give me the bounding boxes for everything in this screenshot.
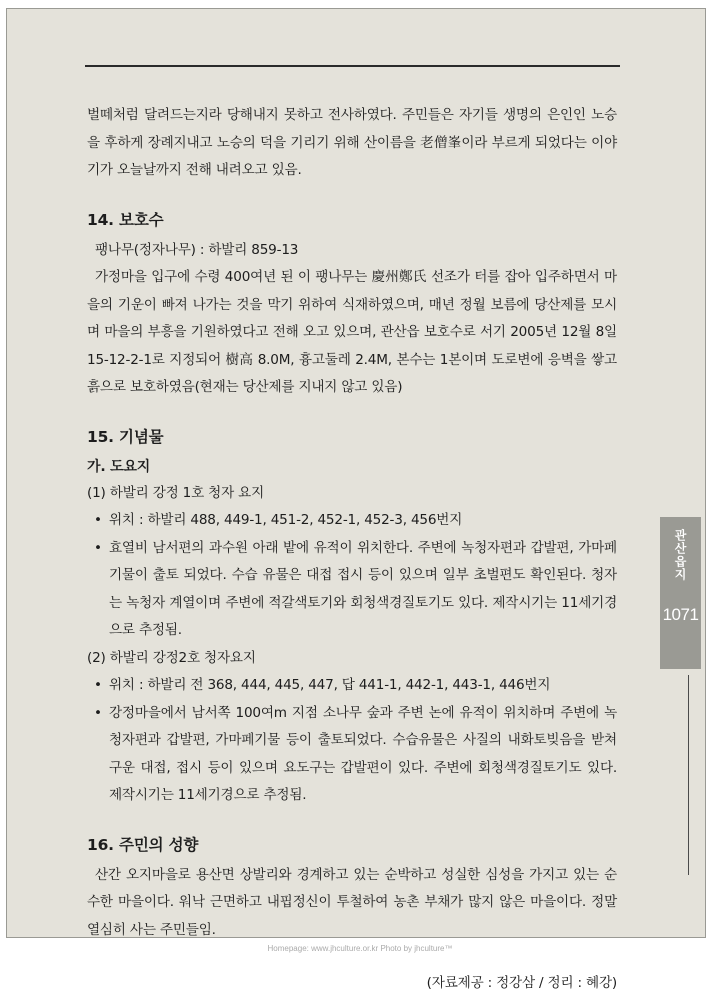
page-content	[87, 102, 617, 998]
photo-watermark: Homepage: www.jhculture.or.kr Photo by jhculture™	[267, 944, 453, 953]
protected-tree-description: 가정마을 입구에 수령 400여년 된 이 팽나무는 慶州鄭氏 선조가 터를 잡아 입주하면서 마을의 기운이 빠져 나가는 것을 막기 위하여 식재하였으며, 매년 정월 보름에 당산제를 모시며 마을의 부흥을 기원하였다고 전해 오고 있으며, 관산읍 보호수로 서기 2005년 12월 8일 15-12-2-1로 지정되어 樹高 8.0M, 흉고둘레 2.4M, 본수는 1본이며 도로변에 응벽을 쌓고 흙으로 보호하였음(현재는 당산제를 지내지 않고 있음)	[87, 269, 617, 395]
kiln-2-location: • 위치 : 하발리 전 368, 444, 445, 447, 답 441-1, 442-1, 443-1, 446번지	[87, 672, 617, 700]
residents-description: 산간 오지마을로 용산면 상발리와 경계하고 있는 순박하고 성실한 심성을 가지고 있는 순수한 마을이다. 워낙 근면하고 내핍정신이 투철하여 농촌 부채가 많지 않은 마을이다. 정말 열심히 사는 주민들임.	[87, 866, 617, 938]
chapter-side-tab	[660, 517, 701, 669]
kiln-1-heading: (1) 하발리 강정 1호 청자 요지	[87, 484, 265, 501]
section-14-title: 14. 보호수	[87, 210, 164, 229]
page-number: 1071	[662, 605, 699, 624]
kiln-2-description: • 강정마을에서 남서쪽 100여m 지점 소나무 숲과 주변 논에 유적이 위치하며 주변에 녹청자편과 갑발편, 가마페기물 등이 출토되었다. 수습유물은 사질의 내화토빚음을 받쳐 구운 대접, 접시 등이 있으며 요도구는 갑발편이 있다. 주변에 회청색경질토기도 있다. 제작시기는 11세기경으로 추정됨.	[87, 700, 617, 810]
section-16-title: 16. 주민의 성향	[87, 835, 199, 854]
kiln-1-description: • 효열비 남서편의 과수원 아래 밭에 유적이 위치한다. 주변에 녹청자편과 갑발편, 가마페기물이 출토 되었다. 수습 유물은 대접 접시 등이 있으며 일부 초벌편도 확인된다. 청자는 녹청자 계열이며 주변에 적갈색토기와 회청색경질토기도 있다. 제작시기는 11세기경으로 추정됨.	[87, 535, 617, 645]
kiln-sites-subtitle: 가. 도요지	[87, 458, 151, 475]
header-rule	[85, 65, 620, 67]
protected-tree-location: 팽나무(정자나무) : 하발리 859-13	[95, 241, 299, 258]
section-15-title: 15. 기념물	[87, 427, 164, 446]
kiln-2-heading: (2) 하발리 강정2호 청자요지	[87, 649, 256, 666]
chapter-title: 관산읍지	[673, 529, 687, 581]
side-rule	[688, 675, 689, 875]
source-credit: (자료제공 : 정강삼 / 정리 : 혜강)	[426, 975, 617, 991]
intro-paragraph: 벌떼처럼 달려드는지라 당해내지 못하고 전사하였다. 주민들은 자기들 생명의 은인인 노승을 후하게 장례지내고 노승의 덕을 기리기 위해 산이름을 老僧峯이라 부르게 되었다는 이야기가 오늘날까지 전해 내려오고 있음.	[87, 107, 617, 178]
kiln-1-location: • 위치 : 하발리 488, 449-1, 451-2, 452-1, 452-3, 456번지	[87, 507, 617, 535]
